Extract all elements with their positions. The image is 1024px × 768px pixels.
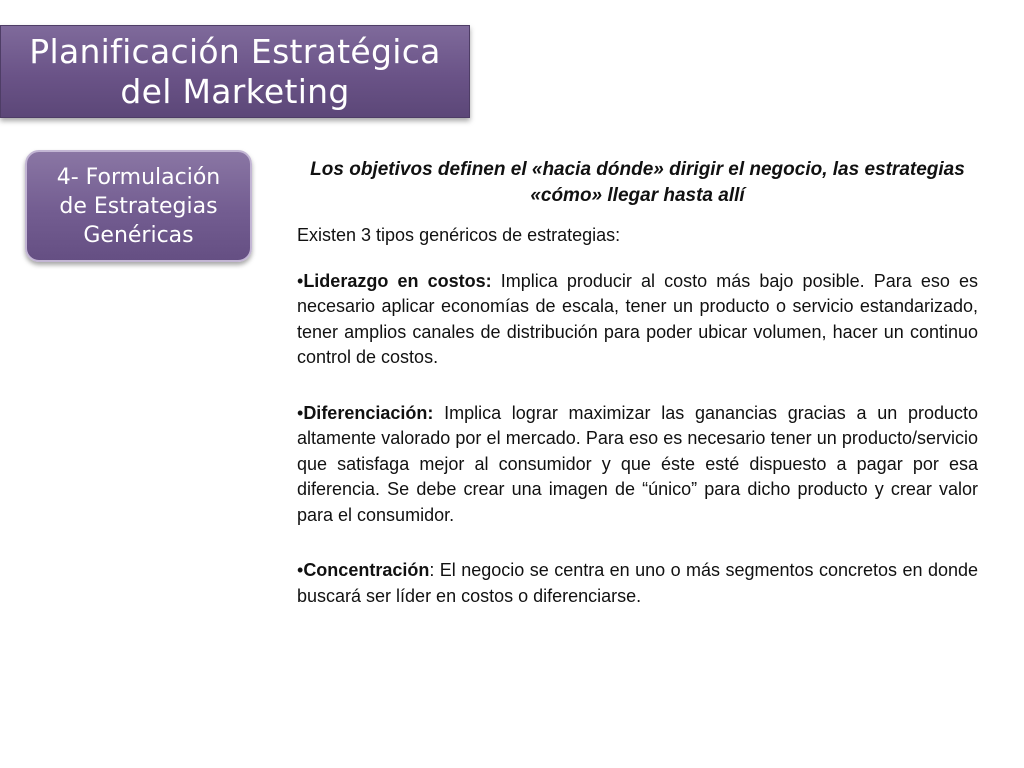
slide-title-line-2: del Marketing: [120, 71, 350, 111]
slide-body: [297, 157, 978, 639]
bullet-text: Implica lograr maximizar las ganancias gracias a un producto altamente valorado por el mercado. Para eso es necesario tener un producto/servicio que satisfaga mejor al consumidor y que éste esté dispuesto a pagar por esa diferencia. Se debe crear una imagen de “único” para dicho producto y crear valor para el consumidor.: [297, 402, 978, 525]
bullet-liderazgo-costos: [297, 269, 978, 371]
bullet-text: : El negocio se centra en uno o más segmentos concretos en donde buscará ser líder en costos o diferenciarse.: [297, 560, 978, 606]
bullet-term: Diferenciación:: [303, 402, 434, 423]
bullet-concentracion: [297, 558, 978, 609]
bullet-term: Liderazgo en costos:: [303, 270, 492, 291]
section-label-line-1: 4- Formulación: [56, 164, 221, 190]
bullet-marker: •: [297, 270, 304, 291]
bullet-diferenciacion: [297, 401, 978, 529]
section-label: [49, 163, 229, 250]
bullet-marker: •: [297, 560, 304, 580]
bullet-marker: •: [297, 402, 304, 423]
section-label-line-2: de Estrategias: [59, 193, 218, 219]
intro-text: Existen 3 tipos genéricos de estrategias:: [297, 225, 621, 245]
bullet-term: Concentración: [303, 560, 430, 580]
section-label-line-3: Genéricas: [83, 222, 194, 248]
slide-title: [19, 32, 450, 112]
bullet-text: Implica producir al costo más bajo posible. Para eso es necesario aplicar economías de escala, tener un producto o servicio estandarizado, tener amplios canales de distribución para poder ubicar volumen, hacer un continuo control de costos.: [297, 270, 979, 367]
slide-title-line-1: Planificación Estratégica: [29, 31, 441, 71]
section-label-box: [25, 150, 252, 262]
lead-statement: Los objetivos definen el «hacia dónde» dirigir el negocio, las estrategias «cómo» llegar hasta allí: [310, 159, 965, 206]
slide-title-box: [0, 25, 470, 118]
